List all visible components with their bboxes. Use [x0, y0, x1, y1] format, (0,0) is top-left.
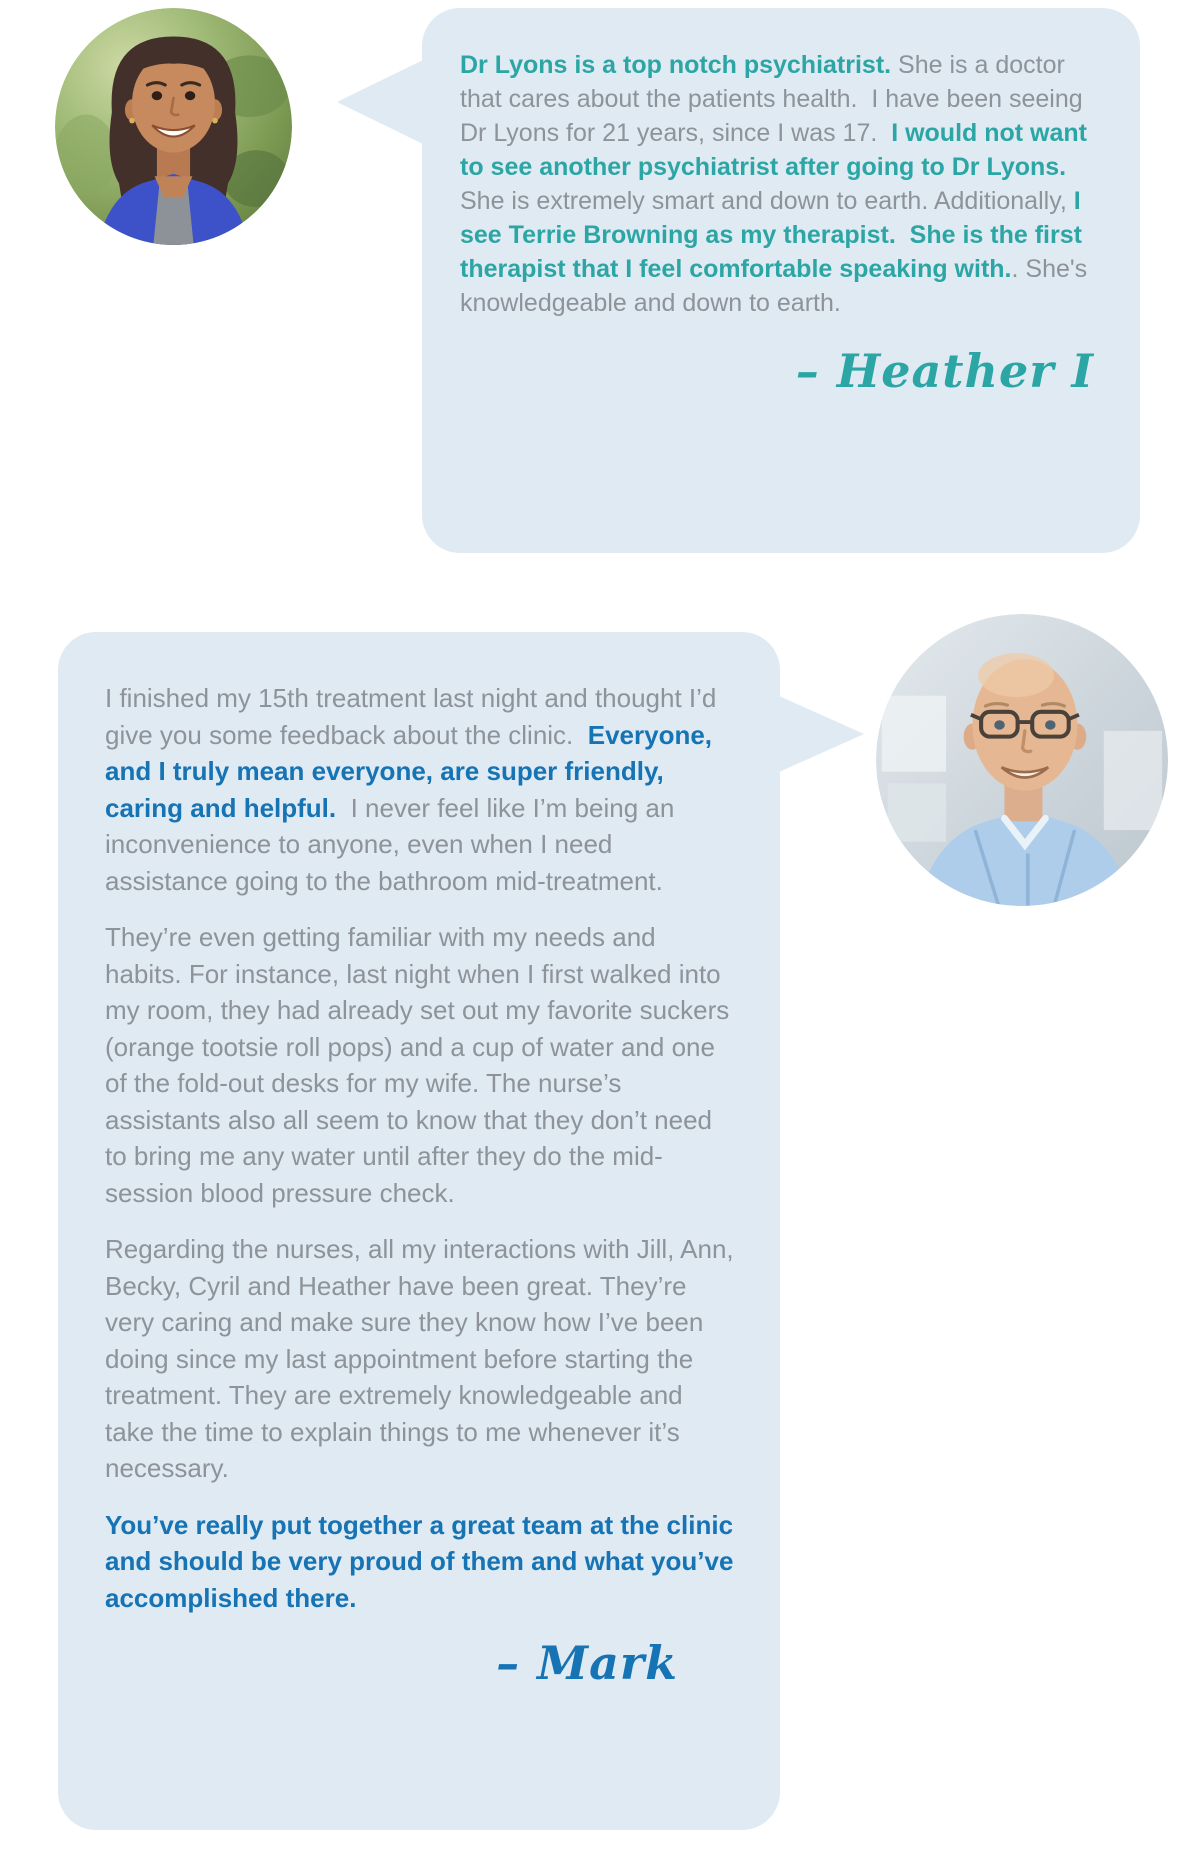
speech-tail-right	[779, 696, 864, 772]
reviewer-photo-mark	[876, 614, 1168, 906]
woman-avatar-illustration	[55, 8, 292, 245]
testimonial-bubble-mark	[58, 632, 780, 1830]
reviewer-photo-heather	[55, 8, 292, 245]
testimonial-paragraph: Regarding the nurses, all my interactions with Jill, Ann, Becky, Cyril and Heather have been great. They’re very caring and make sure they know how I’ve been doing since my last appointment before starting the treatment. They are extremely knowledgeable and take the time to explain things to me whenever it’s necessary.	[105, 1234, 734, 1483]
testimonial-paragraph: They’re even getting familiar with my needs and habits. For instance, last night when I first walked into my room, they had already set out my favorite suckers (orange tootsie roll pops) and a cup of water and one of the fold-out desks for my wife. The nurse’s assistants also all seem to know that they don’t need to bring me any water until after they do the mid-session blood pressure check.	[105, 922, 730, 1208]
testimonial-paragraph: I finished my 15th treatment last night and thought I’d give you some feedback about the clinic. Everyone, and I truly mean everyone, are super friendly, caring and helpful. I never feel like I’m being an inconvenience to anyone, even when I need assistance going to the bathroom mid-treatment.	[105, 683, 717, 896]
signature-mark: – Mark	[496, 1636, 678, 1690]
speech-tail-left	[337, 60, 423, 144]
testimonial-bubble-heather	[422, 8, 1140, 553]
testimonial-paragraph: Dr Lyons is a top notch psychiatrist. She is a doctor that cares about the patients health. I have been seeing Dr Lyons for 21 years, since I was 17. I would not want to see another psychiatrist after going to Dr Lyons. She is extremely smart and down to earth. Additionally, I see Terrie Browning as my therapist. She is the first therapist that I feel comfortable speaking with.. She's knowledgeable and down to earth.	[460, 51, 1088, 317]
man-avatar-illustration	[876, 614, 1168, 906]
testimonial-text-heather	[460, 48, 1104, 320]
testimonial-text-mark	[105, 680, 738, 1616]
signature-heather: – Heather I	[795, 344, 1094, 398]
testimonial-paragraph: You’ve really put together a great team at the clinic and should be very proud of them and what you’ve accomplished there.	[105, 1509, 734, 1613]
